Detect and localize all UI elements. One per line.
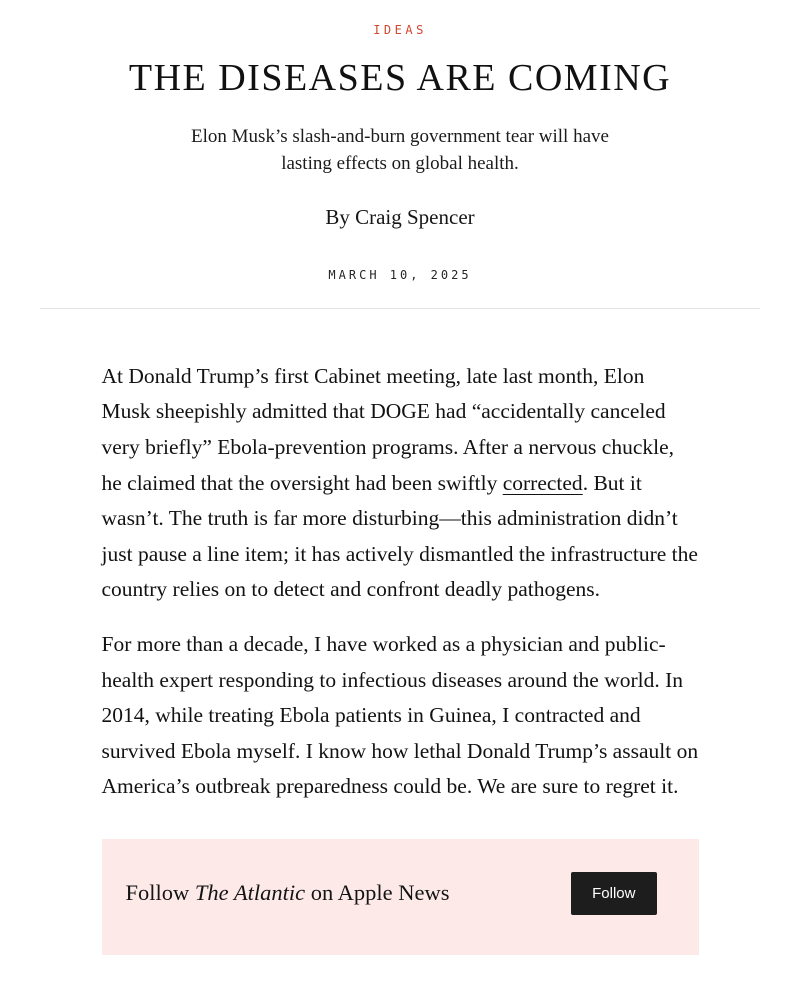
promo-text-prefix: Follow [125, 880, 195, 906]
corrected-link[interactable]: corrected [502, 470, 583, 495]
paragraph-1-text-before-link: At Donald Trump’s first Cabinet meeting, late last month, Elon Musk sheepishly admitted that DOGE had “accidentally canceled very briefly” Ebola-prevention programs. After a nervous chuckle, he claimed that the oversight had been swiftly [101, 363, 675, 495]
article-dek: Elon Musk’s slash-and-burn government tear will have lasting effects on global health. [191, 125, 609, 175]
article-title: THE DISEASES ARE COMING [128, 57, 672, 99]
follow-button[interactable]: Follow [571, 872, 656, 915]
promo-brand-name: The Atlantic [194, 880, 306, 906]
apple-news-promo-banner [102, 839, 699, 955]
section-kicker-link[interactable]: IDEAS [373, 23, 427, 37]
paragraph-1 [102, 359, 699, 608]
paragraph-2: For more than a decade, I have worked as a physician and public-health expert responding to infectious diseases around the world. In 2014, while treating Ebola patients in Guinea, I contracted and survived Ebola myself. I know how lethal Donald Trump’s assault on America’s outbreak preparedness could be. We are sure to regret it. [101, 631, 699, 799]
header-divider [40, 308, 760, 309]
article-body [102, 359, 699, 805]
paragraph-1-text-after-link: . But it wasn’t. The truth is far more disturbing—this administration didn’t just pause a line item; it has actively dismantled the infrastructure the country relies on to detect and confront deadly pathogens. [101, 470, 698, 602]
article-date: MARCH 10, 2025 [328, 267, 472, 282]
article-byline: By Craig Spencer [325, 204, 475, 229]
promo-text [126, 880, 450, 906]
promo-text-suffix: on Apple News [305, 880, 450, 906]
article-header [0, 0, 800, 282]
